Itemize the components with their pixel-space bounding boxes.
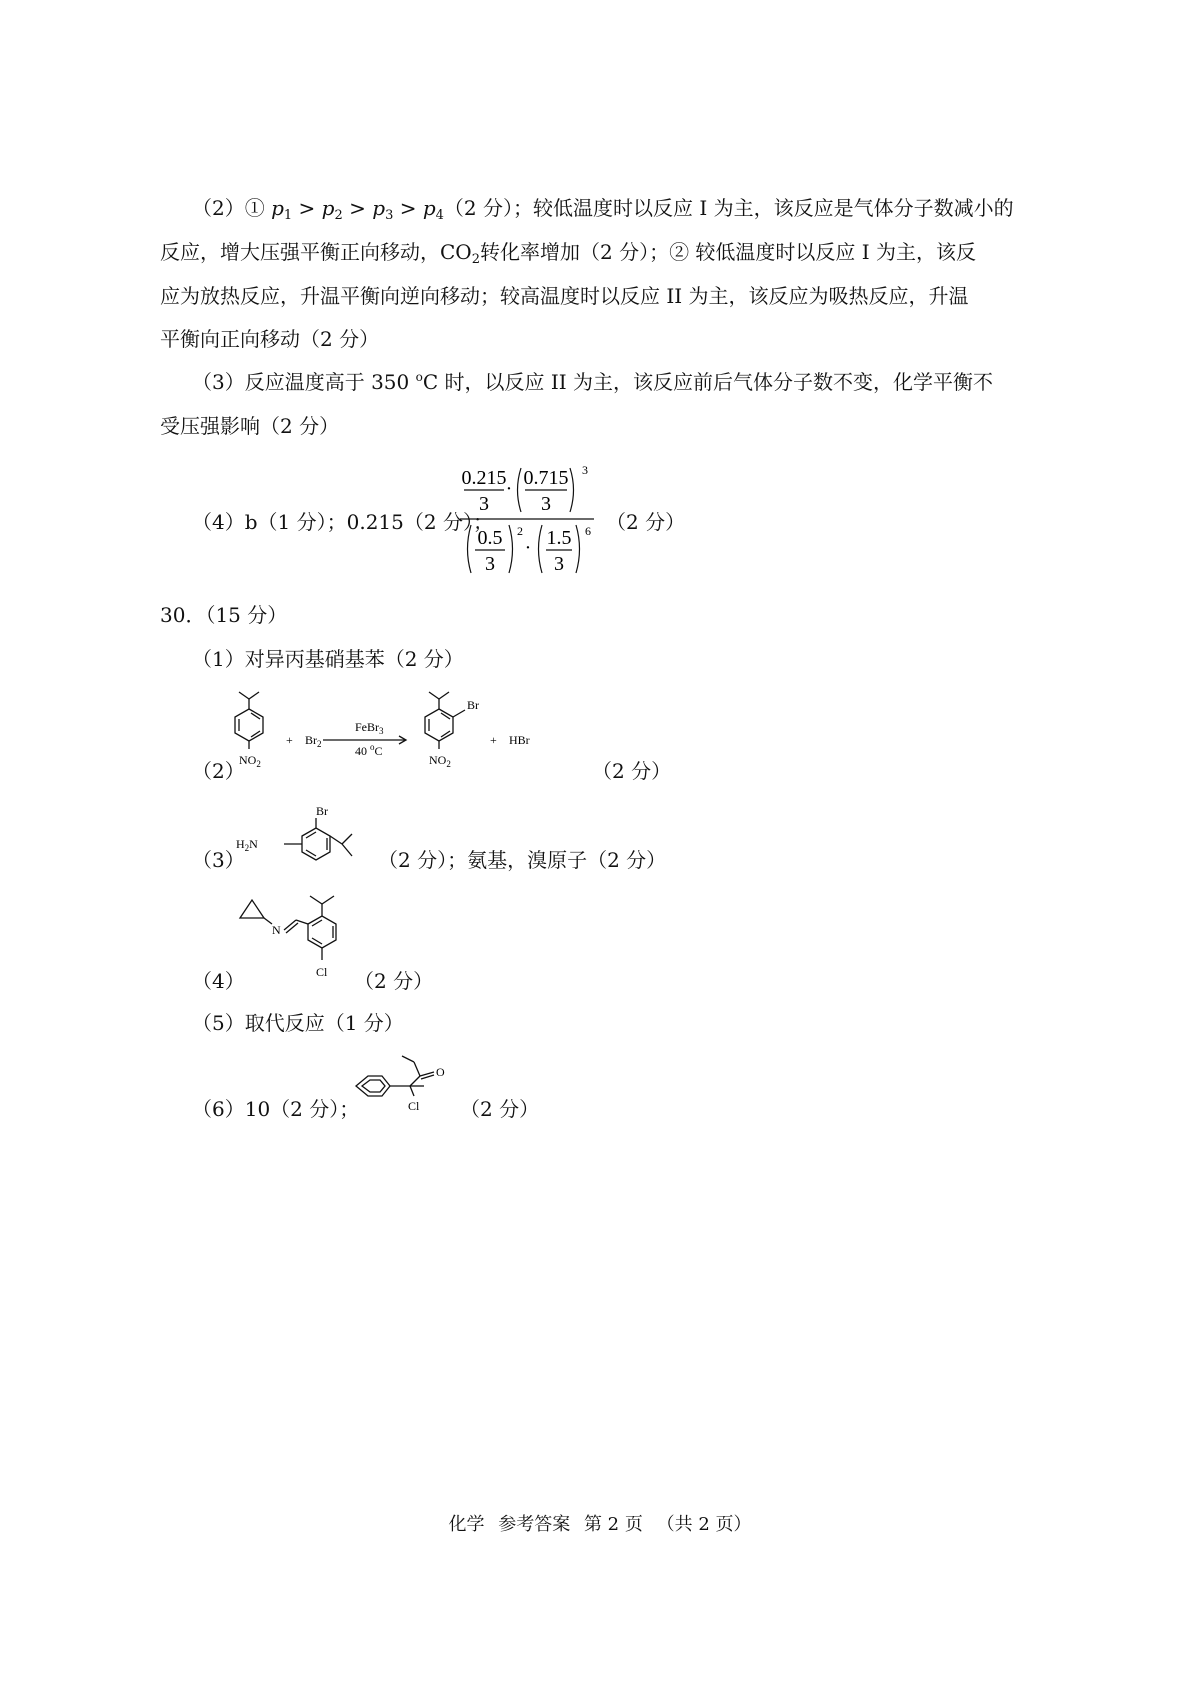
degree-sup: o [415, 370, 423, 384]
footer-doc-title: 参考答案 [498, 1514, 571, 1535]
q29-p2-line2-before: 反应，增大压强平衡正向移动，CO [160, 240, 472, 264]
q30-p3-text: （2 分）；氨基，溴原子（2 分） [378, 848, 667, 872]
no2-label-reactant: $NO_2$ [239, 753, 261, 769]
q29-p3-after: C 时，以反应 II 为主，该反应前后气体分子数不变，化学平衡不 [422, 370, 994, 394]
dot-2: · [524, 537, 532, 559]
q30-p4-label: （4） [192, 969, 245, 993]
sub-2: 2 [471, 252, 480, 267]
frac-n2: 0.715 [523, 467, 569, 489]
temperature-label: 40 $^o$C [355, 742, 383, 758]
chloroketone-structure [352, 1052, 462, 1122]
frac-d3: 3 [485, 553, 495, 575]
equilibrium-constant-expression [458, 462, 608, 582]
footer-page-number: 第 2 页 [583, 1514, 643, 1535]
q29-p3-line1 [192, 370, 993, 394]
paren-right-1 [570, 468, 574, 512]
hbr-label: HBr [509, 733, 530, 747]
q29-p2-line4: 平衡向正向移动（2 分） [160, 327, 380, 351]
cl-label: Cl [316, 965, 328, 979]
n-label: N [272, 923, 281, 937]
q29-p4-text: （4）b（1 分）；0.215（2 分）； [192, 510, 493, 534]
paren-left-2 [468, 525, 472, 573]
benzene-ring [308, 916, 336, 948]
q30-p6-label: （6）10（2 分）； [192, 1097, 360, 1121]
var-p1: p [271, 196, 284, 220]
plus-sign-1: + [286, 733, 293, 747]
exp-4: 6 [585, 524, 591, 538]
q29-p4-score: （2 分） [606, 510, 686, 534]
q29-p2-line1-rest: （2 分）；较低温度时以反应 I 为主，该反应是气体分子数减小的 [443, 196, 1014, 220]
benzene-ring [302, 828, 330, 860]
paren-left-1 [518, 468, 522, 512]
cyclopropane-ring [240, 900, 264, 918]
catalyst-label: FeBr$_3$ [355, 720, 384, 736]
plus-sign-2: + [490, 733, 497, 747]
q30-p3-label: （3） [192, 848, 245, 872]
frac-d1: 3 [479, 493, 489, 515]
q30-p1: （1）对异丙基硝基苯（2 分） [192, 647, 464, 671]
q29-p2-line2 [160, 240, 977, 267]
q29-p2-line1 [192, 196, 1014, 223]
exp-2: 3 [582, 463, 588, 477]
frac-n4: 1.5 [546, 527, 572, 549]
q29-p2-prefix: （2）① [192, 196, 265, 220]
sub-3: 3 [385, 208, 394, 223]
frac-d2: 3 [541, 493, 551, 515]
gt-sign: > [342, 196, 373, 220]
sub-4: 4 [435, 208, 444, 223]
sub-1: 1 [283, 208, 293, 223]
paren-left-3 [539, 525, 543, 573]
q29-p3-line2: 受压强影响（2 分） [160, 414, 340, 438]
q30-p4-score: （2 分） [354, 969, 434, 993]
br-label-product: Br [467, 698, 479, 712]
footer-total-pages: （共 2 页） [656, 1514, 752, 1535]
page-footer [0, 1514, 1200, 1536]
exp-3: 2 [517, 524, 523, 538]
sub-2: 2 [334, 208, 343, 223]
q30-p6-score: （2 分） [460, 1097, 540, 1121]
gt-sign: > [393, 196, 423, 220]
q30-p5: （5）取代反应（1 分） [192, 1011, 404, 1035]
h2n-label: $H_2N$ [236, 837, 258, 853]
frac-n3: 0.5 [477, 527, 503, 549]
q30-p2-score: （2 分） [592, 759, 672, 783]
q30-header: 30．（15 分） [160, 603, 288, 627]
br2-label: $Br_2$ [305, 733, 322, 749]
q29-p3-before: （3）反应温度高于 350 [192, 370, 416, 394]
br-label: Br [316, 804, 328, 818]
frac-d4: 3 [554, 553, 564, 575]
dot-1: · [505, 478, 513, 500]
var-p4: p [422, 196, 436, 220]
bromination-reaction-scheme [225, 683, 565, 783]
q30-p2-label: （2） [192, 759, 245, 783]
var-p2: p [321, 196, 335, 220]
o-label: O [436, 1065, 445, 1079]
paren-right-3 [576, 525, 580, 573]
frac-n1: 0.215 [461, 467, 507, 489]
q29-p2-line2-after: 转化率增加（2 分）；② 较低温度时以反应 I 为主，该反 [479, 240, 977, 264]
var-p3: p [372, 196, 386, 220]
aminobromo-isopropylbenzene-structure [236, 800, 384, 880]
no2-label-product: $NO_2$ [429, 753, 451, 769]
cl-label: Cl [408, 1099, 420, 1113]
q29-p2-line3: 应为放热反应，升温平衡向逆向移动；较高温度时以反应 II 为主，该反应为吸热反应，升温 [160, 284, 969, 308]
gt-sign: > [292, 196, 322, 220]
footer-subject: 化学 [448, 1514, 485, 1535]
paren-right-2 [509, 525, 513, 573]
